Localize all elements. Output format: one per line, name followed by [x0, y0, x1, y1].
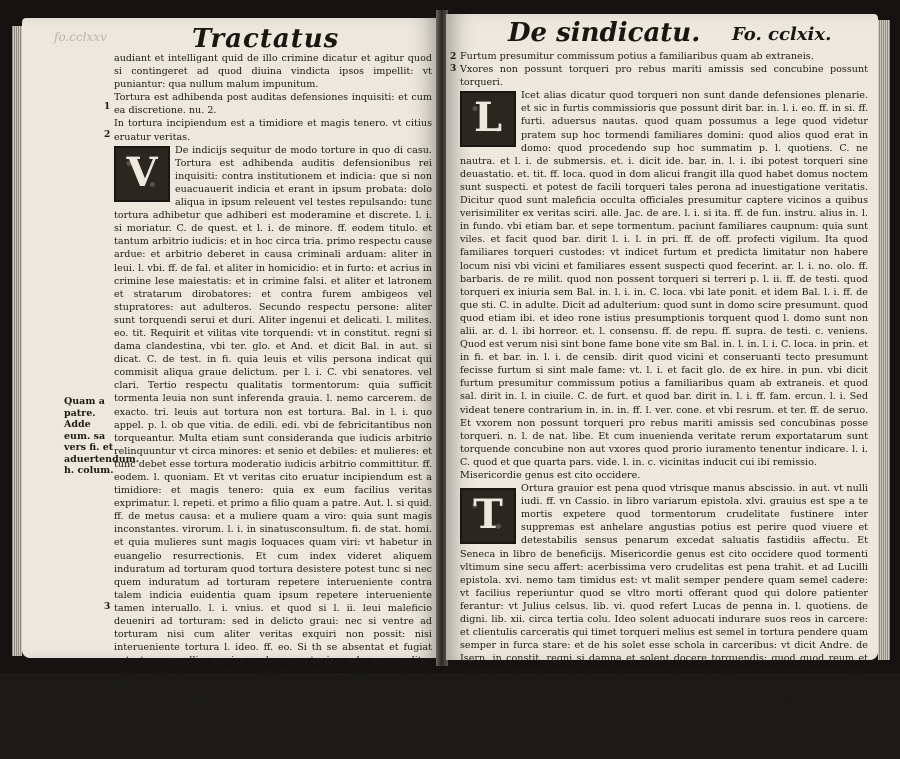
running-header-left: Tractatus [192, 24, 340, 54]
left-page-edges [12, 26, 22, 656]
right-page [446, 14, 878, 756]
folio-number: Fo. cclxix. [732, 24, 832, 45]
paragraph: audiant et intelligant quid de illo crimine dicatur et agitur quod si contingeret ad quod diuina vindicta ipsos impellit: vt puniantur: qua nullum malum impunitum. [114, 53, 432, 91]
margin-note: Quam a patre. Adde eum. sa vers fi. et aduertendum. h. colum. [64, 396, 140, 476]
margin-number: 3 [450, 64, 457, 74]
decorated-initial: T [460, 488, 516, 544]
paragraph: In causa adulterij tota familia potest torqueri. [114, 746, 338, 758]
paragraph: Custodes possunt torqueri qui furta sunt de nocte. [114, 733, 361, 745]
paragraph: Tortura est adhibenda post auditas defensiones inquisiti: et cum ea discretione. nu. 2. [114, 92, 432, 117]
paragraph: Ortura grauior est pena quod vtrisque manus abscissio. in aut. vt nulli iudi. ff. vn Cassio. in libro variarum epistola. xlvi. grauius est spe a te mortis expetere quod tormentorum crudelitate fustinere inter suppremas est anhelare angustias potius est perire quod viuere et detestabilis sensus penarum excedat saluatis fastidiis affectu. Et Seneca in libro de beneficijs. Misericordie genus est cito occidere quod tormenti vltimum sine secu affert: acerbissima vero crudelitas est pena trahit. et ad Lucilli epistola. xvi. nemo tam timidus est: vt malit semper pendere quam semel cadere: vt facilius reperiuntur quod se vltro morti offerant quod qui dolore patienter ferantur: vt Julius celsus. lib. vi. quod refert Lucas de penna in. l. quotiens. de digni. lib. xii. circa tertia colu. Ideo solent aduocati indurare suos reos in carcere: et clientulis carceratis qui timet torqueri melius est semel in tortura pendere quam semper in furca stare: et de his solet esse schola in carceribus: vt dicit Andre. de Isern. in constit. regni si damna et solent docere torquendis: quod quod reum et habentes brachia fracta nonne sustineres medicum aptante ossa cum dolore: quod et si ferro si studiose illaco vetareris nonne pateres. quid enim et si podagram haberes nonne sustineres dolore. aut te occideres: ideo et melius est breui tempore dolore mortis quod et preferre quod mortem subire: et sic solet indurare mente reorum: ne constare ant. Multi enim indurant habentes breuia scripta in brachijs et dicit magnus theologus quod et is gestaret in dorso versum psalmi. Cotere brachium pecca [460, 483, 868, 756]
margin-number: 2 [450, 52, 457, 62]
paragraph: De indicijs sequitur de modo torture in quo di casu. Tortura est adhibenda auditis defensionibus rei inquisiti: contra institutionem et indicia: que si non euacuauerit indicia et erant in ipsum probata: dolo aliqua in ipsum releuent vel testes repulsando: tunc tortura adhibetur que adhiberi est moderamine et discrete. l. i. si moriatur. C. de quest. et l. i. de minore. ff. eodem titulo. et tantum arbitrio iudicis: et in hoc circa tria. primo respectu cause ardue: et arbitrio deberet in causa criminali arduam: aliter in leui. l. vbi. ff. de fal. et aliter in homicidio: et in furto: et acrius in crimine lese maiestatis: et in crimine falsi. et aliter et latronem et stratarum dirobatores: et contra furem ambigeos vel stupratores: aut adulteros. Secundo respectu persone: aliter sunt torquendi serui et duri. Aliter ingenui et delicati. l. milites. eo. tit. Requirit et vilitas vite torquendi: vt in constitut. regni si dama clandestina, vbi ter. glo. et And. et dicit Bal. in aut. si dicat. C. de test. in fi. quia leuis et vilis persona indicat qui commisit aliqua graue delictum. per l. i. C. vbi senatores. vel clari. Tertio respectu qualitatis tormentorum: quia sufficit tormenta leuia non sunt inferenda grauia. l. nemo carcerem. de exacto. tri. leuis aut tortura non est tortura. Bal. in l. i. quo appel. p. l. ob que vitia. de edili. edi. vbi de febricitantibus non torqueantur. Multa etiam sunt consideranda que iudicis arbitrio relinquuntur vt circa minores: et senio et debiles: et mulieres: et tunc debet esse tortura moderatio iudicis arbitrio committitur. ff. eodem. l. quoniam. Et vt veritas cito eruatur incipiendum est a timidiore: et magis tenero: quia ex eum facilius veritas exprimatur. l. repeti. et primo a filio quam a patre. Aut. l. si quid. ff. de metus causa: et a muliere quam a viro: quia sunt magis inconstantes. virorum. l. i. in sinatusconsultum. fi. de stat. homi. et quia mulieres sunt magis loquaces quam viri: vt habetur in euangelio resurrectionis. Et cum index videret aliquem induratum ad torturam quod tortura desistere potest tunc si nec quem induratum ad torturam repetere interueniente contra talem indicia euidentia quam ipsum repetere interueniente tamen interuallo. l. i. vnius. et quod si l. ii. leui maleficio deueniri ad torturam: sed in delicto graui: nec si ventre ad torturam nisi cum aliter veritas exquiri non possit: nisi interueniente tortura l. ideo. ff. eo. Si th se absentat et fugiat potest compelli remiss ad opportunis ad personaliter comparendum: vt torturas subeat. l. fin. C. quod et quando iudex. cum dubitur dilatio ad confirmandum ex quare non sint torquendus. l. milites. et l. cognitio naliter. et l. i. ff. vnius de quest. Bal. in Ange. in l. i. ff. quest. et in l. milites. eo. tit. et de hac repetitione vide. l. ff. latius. [114, 144, 432, 732]
decorated-initial: L [460, 91, 516, 147]
margin-number: 2 [104, 130, 111, 140]
right-text-column [460, 50, 868, 757]
paragraph: Icet alias dicatur quod torqueri non sunt dande defensiones plenarie. et sic in furtis commissioris que possunt dirit bar. in. l. i. eo. ff. in si. ff. furti. aduersus nautas. quod quam possumus a lege quod videtur pratem sup hoc tormendi familiares domini: quod alios quod erat in domo: quod procedendo sup hoc summatim p. l. quotiens. C. ne nautra. et l. i. de submersis. et. i. dicit ide. bar. in. l. i. ibi potest torqueri sine deuastatio. et. tit. ff. loca. quod in dom alicui frangit illa quod habet domus noctem sunt suspecti. et potest de facili torqueri tales perona ad inuestigatione veritatis. Dicitur quod sunt maleficia occulta officiales presumitur captere vicinos a quibus verisimiliter ex veritas sciri. alle. Jac. de are. l. i. si ita. ff. de fun. instru. alius in. l. in fundo. vbi etiam bar. et sepe tormentum. paciunt familiares caupnum: quia sunt viles. et facit quod bar. dirit l. i. l. in pri. ff. de off. profecti vigilum. Ita quod familiares torqueri custodes: vt indicet furtum et predicta limitatur non habere locum nisi vbi vicini et familiares essent suspecti quod fecerint. ar. l. i. no. olo. ff. barbaris. de re milit. quod non possent torqueri si terreri p. l. ii. ff. de testi. quod torqueri ex iniuria sem Bal. in. l. i. in. C. loca. vbi late ponit. et idem Bal. l. i. ff. de que sti. C. in adulte. Dicit ad adulterium: quod sunt in domo scire presumunt. quod quod etiam ibi. et ideo rone istius presumptionis torquent quod l. domo sunt non alii. ar. d. l. ibi horreor. et. l. consensu. ff. de repu. ff. supra. de testi. c. veniens. Quod est verum nisi sint bone fame bone vite sm Bal. in. l. in. l. i. C. loca. in prin. et in fi. et bar. in. l. i. de censib. dirit quod vicini et conseruanti tecto presumunt fecisse furtum si sint male fame: vt. l. i. et facit glo. de ex hire. in pun. vbi dicit furtum presumitur commissum potius a familiaribus quam ab extraneis. et quod sal. dirit in. l. in ciuile. C. de furt. et quod bar. dirit in. l. i. ff. fam. ercun. l. i. Sed videat tenere contrarium in. in. in. ff. l. ver. cone. et vbi resrum. et ter. ff. de seruo. Et vxorem non possunt torqueri pro rebus mariti amissis sed concubinas posse torqueri. n. l. de nat. libe. Et cum inuenienda veritate rerum exportatarum sunt torquende concubine non aut vxores quod prorio iuramento tenentur indicare. l. i. C. quod et que quarta pars. vide. l. in. c. vicinitas inducit cui ibi remissio. [460, 90, 868, 468]
margin-number: 1 [104, 102, 111, 112]
paragraph: Vxores non possunt torqueri pro rebus mariti amissis sed concubine possunt torqueri. [460, 64, 868, 89]
paragraph-heading: Misericordie genus est cito occidere. [460, 470, 641, 481]
paragraph: In tortura incipiendum est a timidiore et magis tenero. vt citius eruatur veritas. [114, 118, 432, 143]
right-page-edges [878, 20, 890, 660]
running-header-right: De sindicatu. [508, 18, 701, 48]
margin-number: 3 [104, 602, 111, 612]
left-text-column [114, 52, 432, 759]
paragraph: Furtum presumitur commissum potius a familiaribus quam ab extraneis. [460, 51, 814, 62]
decorated-initial: V [114, 146, 170, 202]
left-page [22, 18, 438, 758]
ghost-folio: fo.cclxxv [54, 30, 107, 44]
